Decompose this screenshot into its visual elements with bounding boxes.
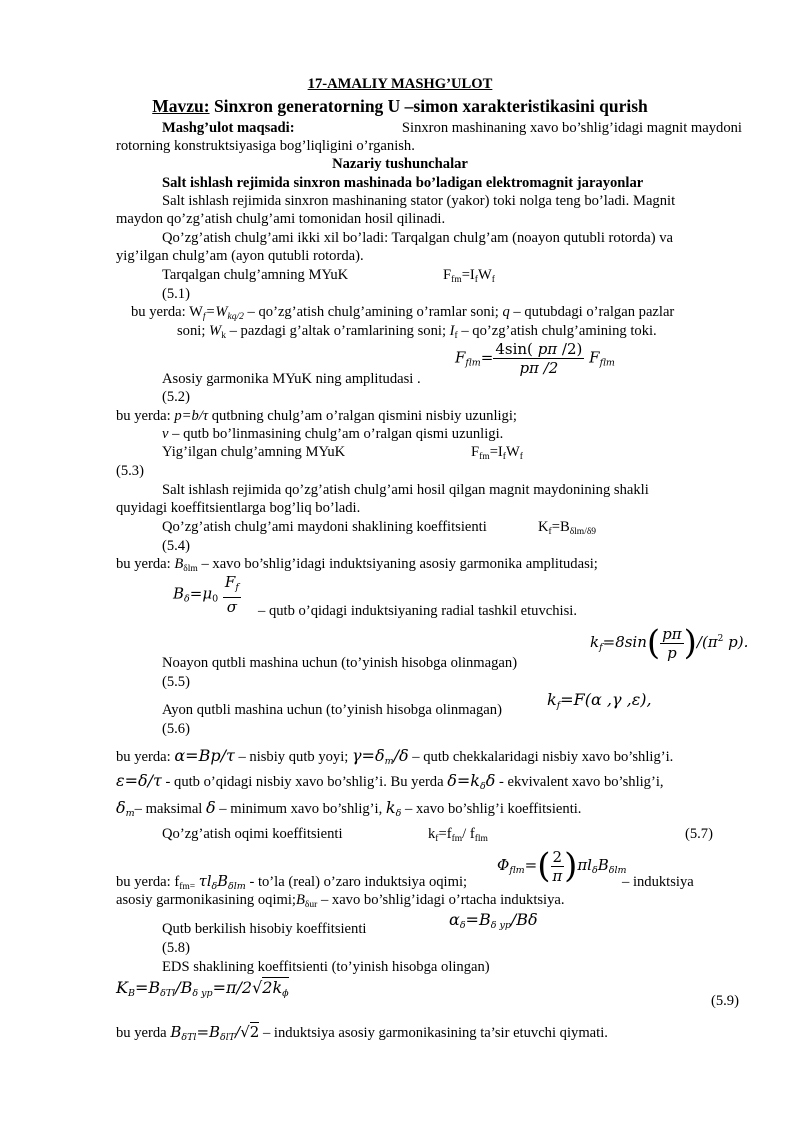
b-delta-text: – qutb o’qidagi induktsiyaning radial tashkil etuvchisi. (258, 603, 577, 619)
equation-number-5-7: (5.7) (685, 826, 713, 842)
formula-5-1: $F_{fm}=I_fW_f$ (443, 267, 495, 285)
where-7: bu yerda: $f_{fm=}$ $\tau l_\delta B_{\delta lm}$ - to’la (real) o’zaro induktsiya oqimi; (116, 873, 468, 892)
amplitude-label: Asosiy garmonika MYuK ning amplitudasi . (162, 371, 421, 387)
para-2-line-2: yig’ilgan chulg’am (ayon qutubli rotorda). (116, 248, 364, 264)
collected-winding-label: Yig’ilgan chulg’amning MYuK (162, 444, 346, 460)
non-salient-text: Noayon qutbli mashina uchun (to’yinish hisobga olinmagan) (162, 655, 518, 671)
where-2-line-1: bu yerda: p=b/τ qutbning chulg’am o’ralgan qismini nisbiy uzunligi; (116, 408, 517, 424)
equation-number-5-2: (5.2) (162, 389, 190, 405)
where-1-line-1: bu yerda: $W_f=W_{kq/2}$ – qo’zg’atish chulg’amining o’ramlar soni; q – qutubdagi o’ralgan pazlar (131, 304, 675, 322)
section-heading: Salt ishlash rejimida sinxron mashinada bo’ladigan elektromagnit jarayonlar (162, 175, 644, 191)
shape-coefficient-label: Qo’zg’atish chulg’ami maydoni shaklining koeffitsienti (162, 519, 487, 535)
topic-line (0, 95, 800, 117)
eds-coefficient-label: EDS shaklining koeffitsienti (to’yinish hisobga olingan) (162, 959, 490, 975)
para-3-line-2: quyidagi koeffitsientlarga bog’liq bo’ladi. (116, 500, 361, 516)
where-9: bu yerda $B_{\delta Tl}=B_{\delta lT}/√2$ – induktsiya asosiy garmonikasining ta’sir etuvchi qiymati. (116, 1023, 608, 1043)
formula-flux: $\Phi_{flm}=$( $\frac{2}{\pi}$ )$\pi l_\delta B_{\delta lm}$ (497, 846, 627, 886)
where-7-end: – induktsiya (622, 874, 694, 890)
topic-text: Sinxron generatorning U –simon xarakteristikasini qurish (209, 96, 648, 116)
where-6: $\delta_m-$ maksimal δ – minimum xavo bo’shlig’i, $k_\delta$ – xavo bo’shlig’i koeffitsienti. (116, 798, 582, 819)
formula-b-delta: $B_\delta=\mu_0$ $\frac{F_f}{\sigma}$ (173, 573, 239, 616)
equation-number-5-9: (5.9) (711, 993, 739, 1009)
formula-5-4: $K_f=B_{\delta lm/\delta 9}$ (538, 519, 597, 537)
para-2-line-1: Qo’zg’atish chulg’ami ikki xil bo’ladi: Tarqalgan chulg’am (noayon qutubli rotorda) va (162, 230, 673, 246)
formula-5-6: $k_f=F(\alpha$ ,γ ,ε), (547, 690, 652, 711)
para-1-line-2: maydon qo’zg’atish chulg’ami tomonidan hosil qilinadi. (116, 211, 446, 227)
formula-5-9: $K_B=B_{\delta Tl}/B_{\delta yp}=\pi/2√2k_\phi$ (116, 978, 289, 999)
where-8: asosiy garmonikasining $oqimi;B_{\delta ur}$ – xavo bo’shlig’idagi o’rtacha induktsiya. (116, 892, 565, 910)
theory-heading: Nazariy tushunchalar (332, 156, 468, 172)
equation-number-5-8: (5.8) (162, 940, 190, 956)
goal-line-1 (162, 119, 742, 137)
where-3: bu yerda: $B_{\delta lm}$ – xavo bo’shlig’idagi induktsiyaning asosiy garmonika amplitudasi; (116, 556, 598, 574)
goal-label: Mashg’ulot maqsadi: (162, 120, 295, 136)
formula-5-3: $F_{fm}=I_fW_f$ (471, 444, 523, 462)
equation-number-5-5: (5.5) (162, 674, 190, 690)
goal-line-2: rotorning konstruktsiyasiga bog’liqligini o’rganish. (116, 138, 415, 154)
where-1-line-2: soni; $W_k$ – pazdagi g’altak o’ramlarining soni; $I_f$ – qo’zg’atish chulg’amining toki. (177, 323, 657, 341)
formula-5-8: $\alpha_\delta=B_{\delta yp}/B\delta$ (449, 910, 538, 931)
topic-label: Mavzu: (152, 96, 210, 116)
distributed-winding-label: Tarqalgan chulg’amning MYuK (162, 267, 349, 283)
salient-text: Ayon qutbli mashina uchun (to’yinish hisobga olinmagan) (162, 702, 502, 718)
equation-number-5-1: (5.1) (162, 286, 190, 302)
where-4: bu yerda: α=Bp/τ – nisbiy qutb yoyi; $\gamma=\delta_m/\delta$ – qutb chekkalaridagi nisbiy xavo bo’shlig’i. (116, 746, 674, 767)
flux-coefficient-label: Qo’zg’atish oqimi koeffitsienti (162, 826, 343, 842)
para-3-line-1: Salt ishlash rejimida qo’zg’atish chulg’ami hosil qilgan magnit maydonining shakli (162, 482, 649, 498)
para-1-line-1: Salt ishlash rejimida sinxron mashinaning stator (yakor) toki nolga teng bo’ladi. Magnit (162, 193, 676, 209)
formula-5-5: $k_f=8\sin$( $\frac{p\pi}{p}$ )$/(\pi^2$ p). (590, 623, 749, 663)
formula-5-7: $k_f=f_{fm}/$ $f_{flm}$ (428, 826, 488, 844)
equation-number-5-3: (5.3) (116, 463, 144, 479)
goal-text-1: Sinxron mashinaning xavo bo’shlig’idagi magnit maydoni (401, 120, 742, 136)
equation-number-5-6: (5.6) (162, 721, 190, 737)
pole-coefficient-label: Qutb berkilish hisobiy koeffitsienti (162, 921, 367, 937)
where-5: ε=δ/τ - qutb o’qidagi nisbiy xavo bo’shlig’i. Bu yerda $\delta=k_\delta\delta$ - ekvivalent xavo bo’shlig’i, (116, 771, 664, 792)
formula-5-2: $F_{flm}=$ $\frac{4\sin( p\pi /2)}{p\pi /2}$ $F_{flm}$ (455, 340, 615, 377)
where-2-line-2: v – qutb bo’linmasining chulg’am o’ralgan qismi uzunligi. (162, 426, 504, 442)
equation-number-5-4: (5.4) (162, 538, 190, 554)
page-title: 17-AMALIY MASHG’ULOT (307, 76, 493, 92)
